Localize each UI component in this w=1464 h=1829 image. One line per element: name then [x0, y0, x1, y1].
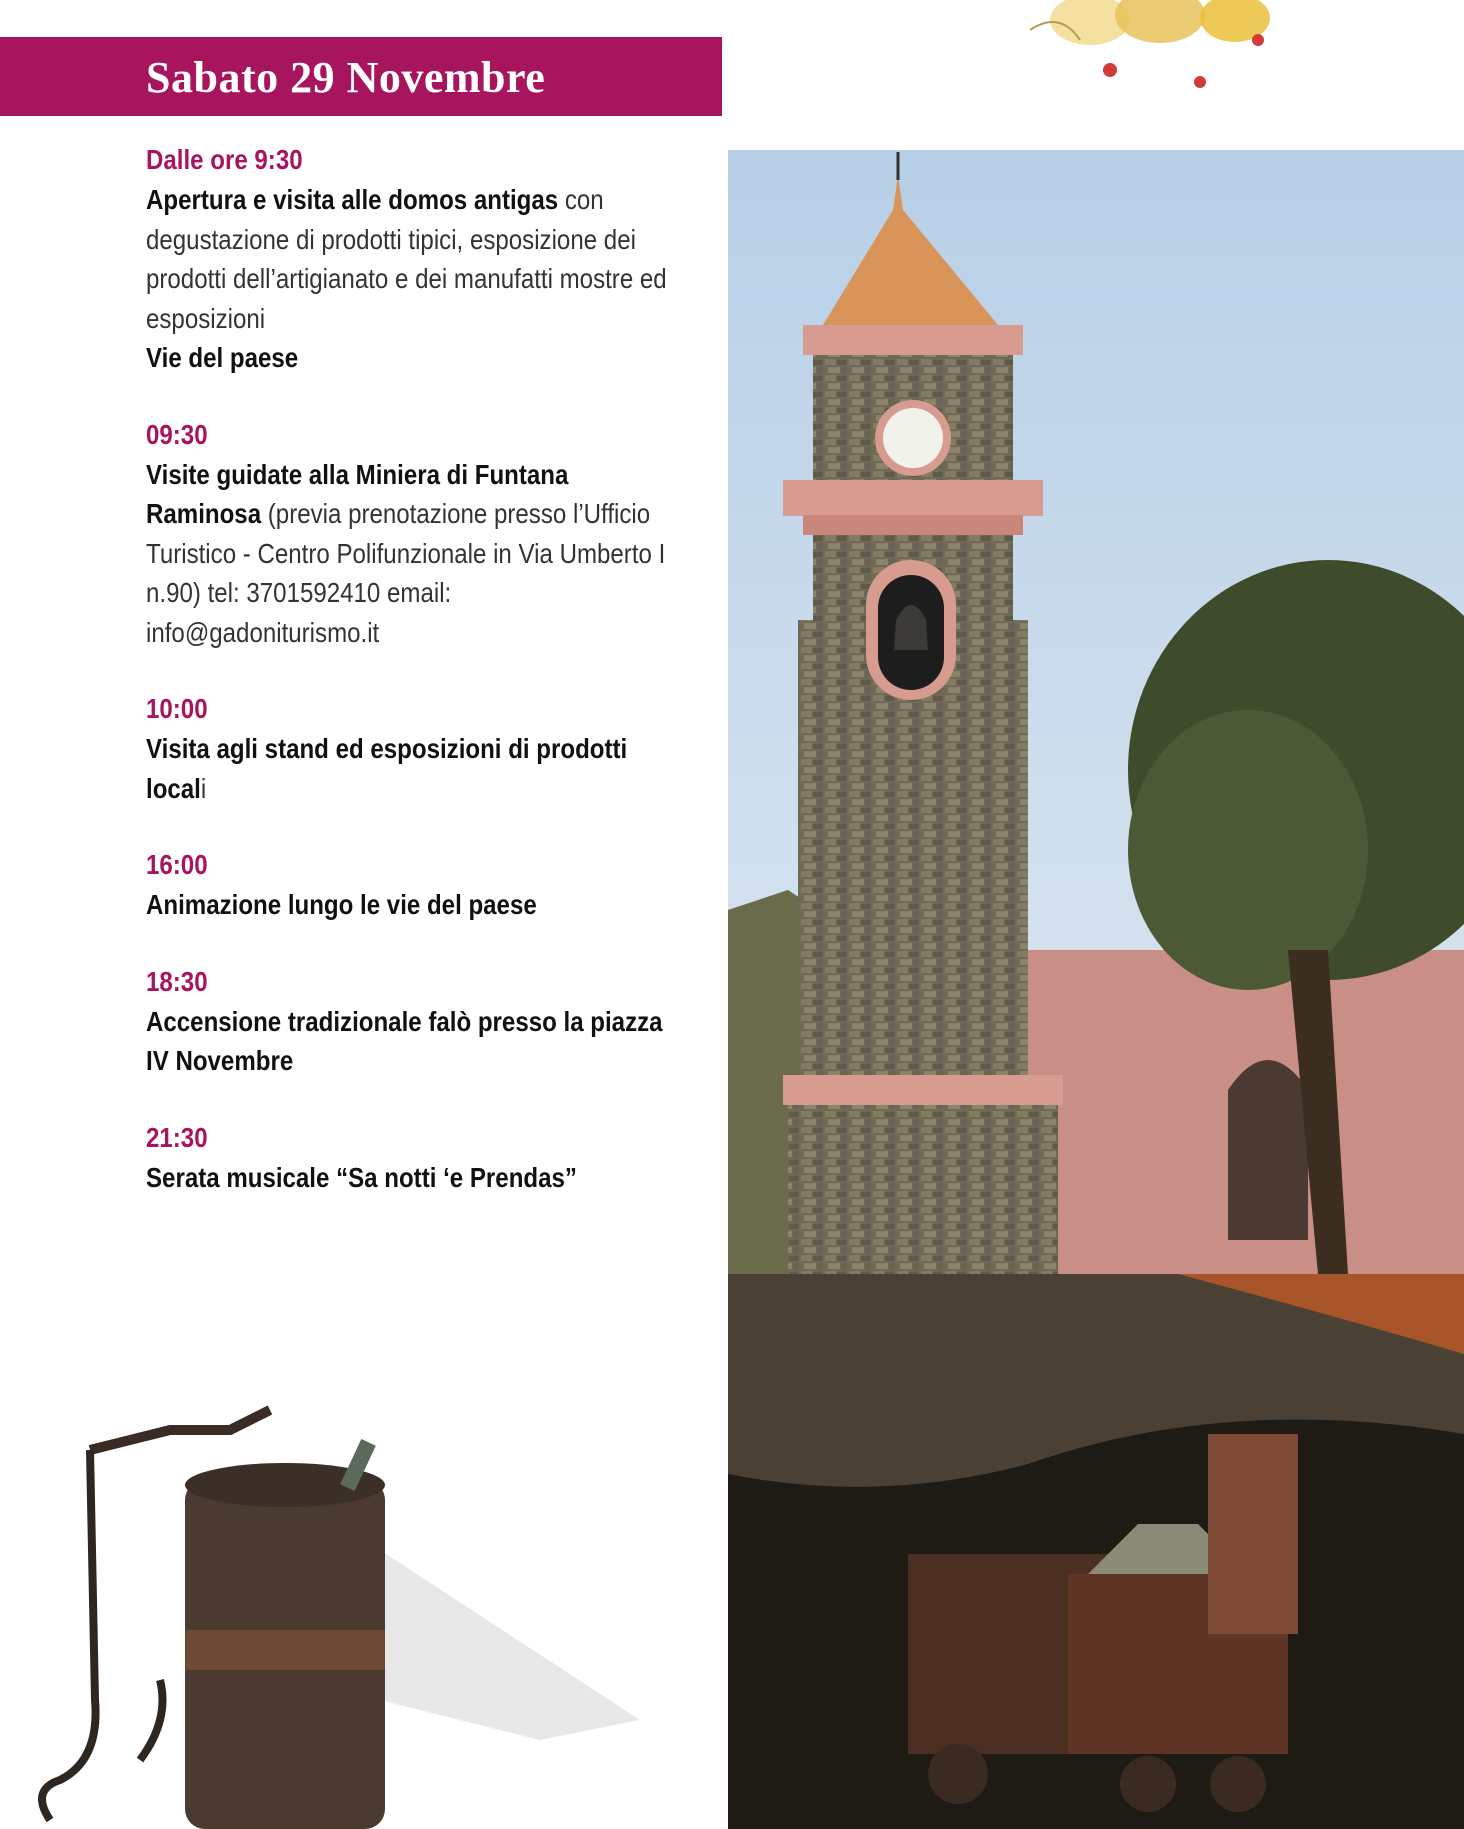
event-title: Accensione tradizionale falò presso la piazza IV Novembre: [146, 1005, 663, 1076]
event-time: 18:30: [146, 965, 208, 997]
event-schedule: [146, 140, 676, 1234]
event-item: [146, 1118, 676, 1198]
event-description: [146, 1002, 679, 1081]
event-item: [146, 689, 676, 808]
event-item: [146, 845, 676, 925]
mine-cart-photo: [728, 1274, 1464, 1829]
floral-decoration: [1020, 0, 1320, 95]
event-location: Vie del paese: [146, 342, 299, 373]
event-time: 09:30: [146, 418, 208, 450]
event-time: 16:00: [146, 849, 208, 880]
event-title: Visite guidate alla Miniera di Funtana Raminosa: [146, 458, 569, 529]
event-title: Animazione lungo le vie del paese: [146, 889, 537, 920]
event-item: [146, 140, 676, 378]
event-time: 21:30: [146, 1121, 208, 1153]
event-description: [146, 1158, 679, 1198]
event-time: Dalle ore 9:30: [146, 144, 303, 175]
event-details: (previa prenotazione presso l’Ufficio Turistico - Centro Polifunzionale in Via Umberto I n.90) tel: 3701592410 email: info@gadoniturismo.it: [146, 498, 666, 648]
event-item: [146, 415, 676, 653]
event-time: 10:00: [146, 693, 208, 724]
bell-tower-photo: [728, 150, 1464, 1274]
miner-lamp-photo: [20, 1400, 660, 1829]
event-title: Serata musicale “Sa notti ‘e Prendas”: [146, 1161, 577, 1193]
date-title: Sabato 29 Novembre: [146, 53, 546, 102]
event-title: Visita agli stand ed esposizioni di prodotti local: [146, 733, 628, 804]
event-item: [146, 962, 676, 1081]
event-details: i: [200, 772, 207, 804]
event-description: [146, 180, 679, 378]
event-title: Apertura e visita alle domos antigas: [146, 184, 559, 215]
event-description: [146, 455, 679, 653]
event-description: [146, 729, 679, 808]
event-description: [146, 885, 679, 925]
event-details: con degustazione di prodotti tipici, esposizione dei prodotti dell’artigianato e dei manufatti mostre ed esposizioni: [146, 184, 667, 334]
